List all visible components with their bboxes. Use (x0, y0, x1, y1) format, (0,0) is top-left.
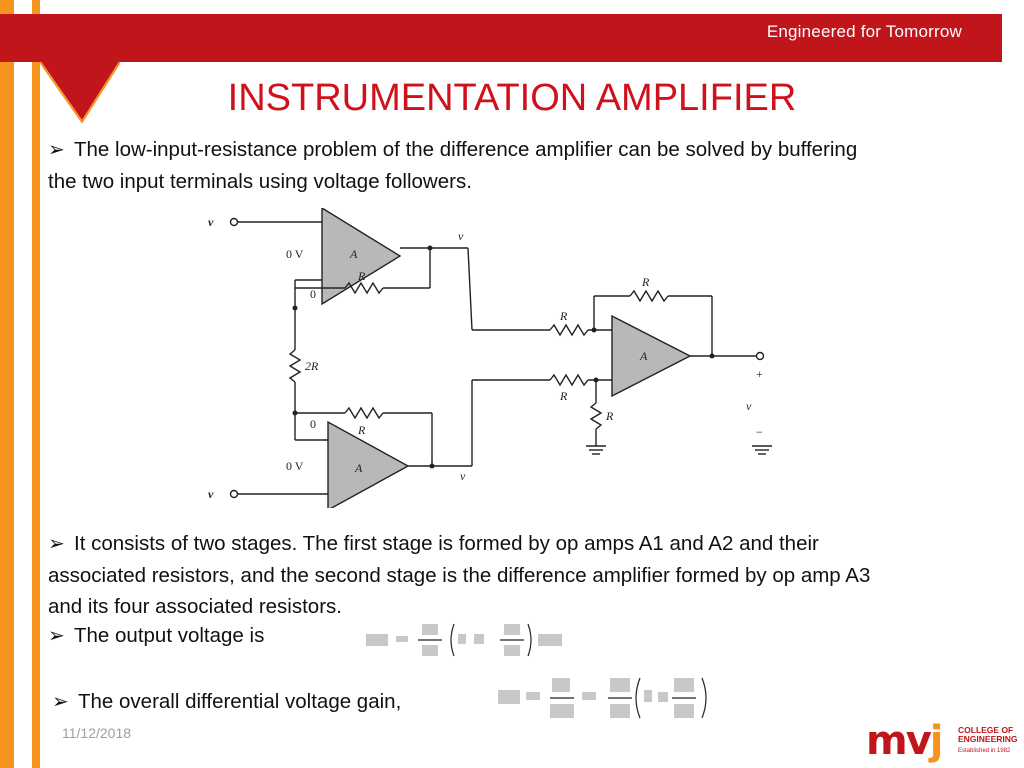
gain-formula-image (494, 668, 716, 728)
instrumentation-amplifier-circuit (200, 208, 920, 508)
bullet-2-line1: It consists of two stages. The first stage is formed by op amps A1 and A2 and their (74, 532, 819, 555)
label-vo2: v (460, 469, 466, 483)
label-r3-bottom: R (560, 389, 568, 403)
bullet-1-line2: the two input terminals using voltage followers. (48, 170, 472, 193)
label-r4-top: R (642, 275, 650, 289)
bullet-arrow-icon: ➢ (48, 625, 65, 647)
label-0v-top: 0 V (286, 247, 304, 261)
label-zero-bottom: 0 (310, 417, 316, 431)
logo-text: COLLEGE OF ENGINEERING (958, 725, 1018, 744)
label-vo: v (746, 399, 752, 413)
bullet-2 (48, 528, 998, 622)
label-r2-bottom: R (358, 423, 366, 437)
label-r3-top: R (560, 309, 568, 323)
bullet-3-line1: The output voltage is (74, 624, 265, 647)
bullet-arrow-icon: ➢ (48, 139, 65, 161)
label-r2-top: R (358, 269, 366, 283)
label-zero-top: 0 (310, 287, 316, 301)
output-voltage-formula-image (362, 618, 582, 662)
bullet-arrow-icon: ➢ (48, 533, 65, 555)
label-vi2: v (208, 487, 214, 501)
label-a2: A (355, 461, 363, 475)
label-vi1: v (208, 215, 214, 229)
mvj-logo (866, 716, 1016, 768)
label-vo1: v (458, 229, 464, 243)
slide-title: INSTRUMENTATION AMPLIFIER (227, 77, 797, 119)
slide-date: 11/12/2018 (62, 725, 132, 741)
label-2r1: 2R (305, 359, 319, 373)
bullet-1-line1: The low-input-resistance problem of the difference amplifier can be solved by buffering (74, 138, 858, 161)
label-a1: A (350, 247, 358, 261)
logo-mark: mvj (866, 718, 942, 764)
bullet-4-line1: The overall differential voltage gain, (78, 690, 402, 713)
label-r4-bottom: R (606, 409, 614, 423)
bullet-3 (48, 620, 264, 652)
header-tagline: Engineered for Tomorrow (766, 22, 962, 41)
bullet-1 (48, 134, 998, 197)
label-a3: A (640, 349, 648, 363)
logo-established: Established in 1982 (958, 748, 1011, 754)
label-0v-bottom: 0 V (286, 459, 304, 473)
bullet-arrow-icon: ➢ (52, 691, 69, 713)
bullet-4 (52, 686, 401, 718)
label-out-minus: − (756, 425, 763, 439)
bullet-2-line3: and its four associated resistors. (48, 595, 342, 618)
label-out-plus: + (756, 367, 763, 381)
bullet-2-line2: associated resistors, and the second stage is the difference amplifier formed by op amp A3 (48, 564, 871, 587)
